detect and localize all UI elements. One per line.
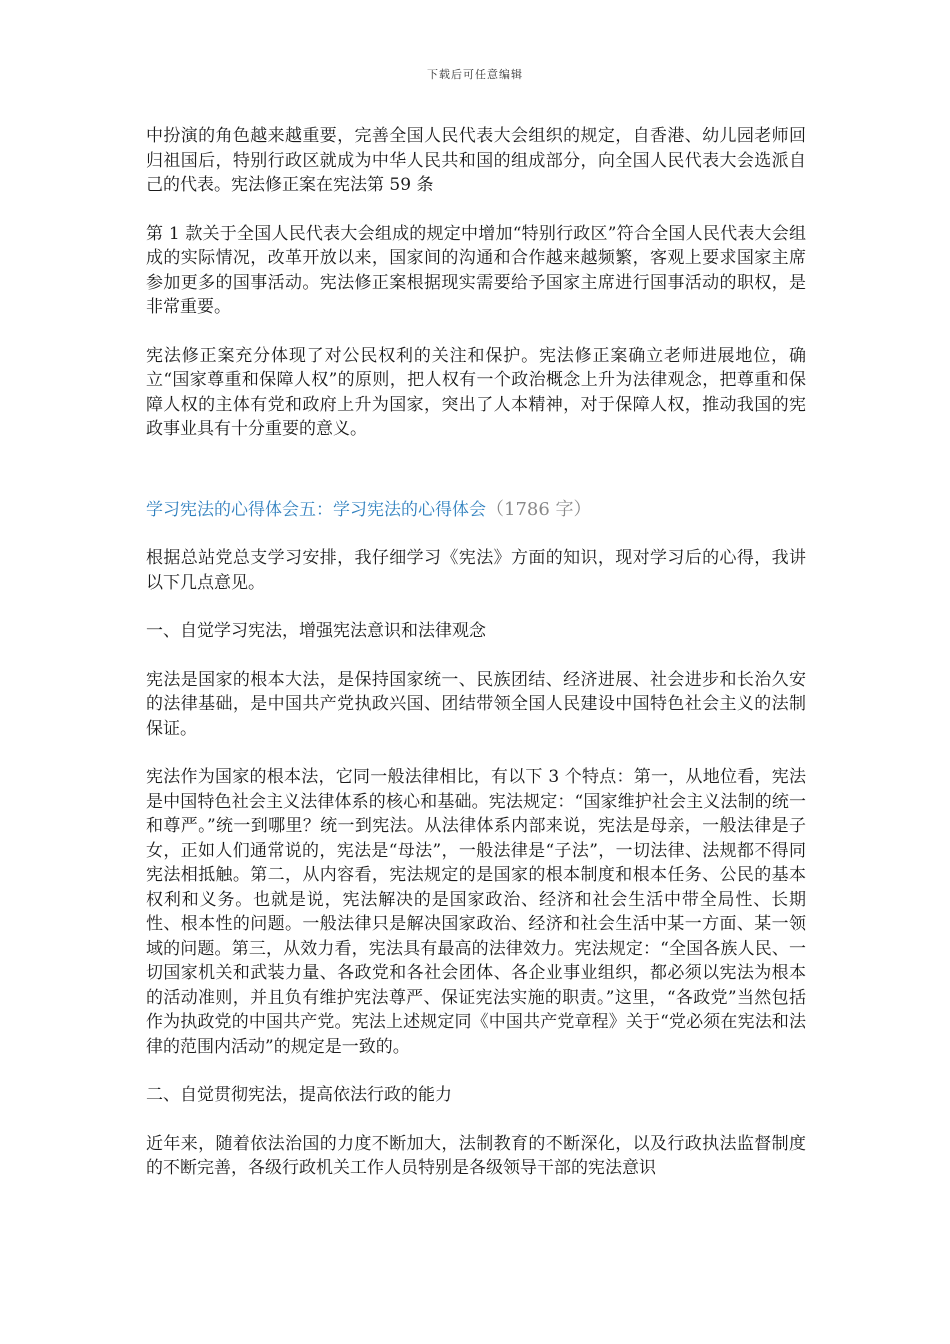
paragraph: 宪法修正案充分体现了对公民权利的关注和保护。宪法修正案确立老师进展地位，确立“国家尊重和保障人权”的原则，把人权有一个政治概念上升为法律观念，把尊重和保障人权的主体有党和政府上升为国家，突出了人本精神，对于保障人权，推动我国的宪政事业具有十分重要的意义。 (146, 345, 806, 439)
subheading-1: 一、自觉学习宪法，增强宪法意识和法律观念 (146, 621, 486, 641)
subheading-2: 二、自觉贯彻宪法，提高依法行政的能力 (146, 1085, 452, 1105)
document-body (146, 124, 806, 1205)
section-heading (146, 498, 806, 523)
paragraph: 中扮演的角色越来越重要，完善全国人民代表大会组织的规定，自香港、幼儿园老师回归祖国后，特别行政区就成为中华人民共和国的组成部分，向全国人民代表大会选派自己的代表。宪法修正案在宪法第 59 条 (146, 126, 806, 195)
page-header-note: 下载后可任意编辑 (427, 68, 523, 81)
paragraph: 近年来，随着依法治国的力度不断加大，法制教育的不断深化，以及行政执法监督制度的不断完善，各级行政机关工作人员特别是各级领导干部的宪法意识 (146, 1133, 806, 1178)
paragraph: 宪法是国家的根本大法，是保持国家统一、民族团结、经济进展、社会进步和长治久安的法律基础，是中国共产党执政兴国、团结带领全国人民建设中国特色社会主义的法制保证。 (146, 669, 806, 739)
paragraph: 宪法作为国家的根本法，它同一般法律相比，有以下 3 个特点：第一，从地位看，宪法是中国特色社会主义法律体系的核心和基础。宪法规定：“国家维护社会主义法制的统一和尊严。”统一到哪里？统一到宪法。从法律体系内部来说，宪法是母亲，一般法律是子女，正如人们通常说的，宪法是“母法”，一般法律是“子法”，一切法律、法规都不得同宪法相抵触。第二，从内容看，宪法规定的是国家的根本制度和根本任务、公民的基本权利和义务。也就是说，宪法解决的是国家政治、经济和社会生活中带全局性、长期性、根本性的问题。一般法律只是解决国家政治、经济和社会生活中某一方面、某一领域的问题。第三，从效力看，宪法具有最高的法律效力。宪法规定：“全国各族人民、一切国家机关和武装力量、各政党和各社会团体、各企业事业组织，都必须以宪法为根本的活动准则，并且负有维护宪法尊严、保证宪法实施的职责。”这里，“各政党”当然包括作为执政党的中国共产党。宪法上述规定同《中国共产党章程》关于“党必须在宪法和法律的范围内活动”的规定是一致的。 (146, 767, 806, 1057)
section-heading-title: 学习宪法的心得体会五：学习宪法的心得体会 (146, 499, 486, 520)
section-heading-count: （1786 字） (486, 498, 592, 520)
paragraph: 根据总站党总支学习安排，我仔细学习《宪法》方面的知识，现对学习后的心得，我讲以下几点意见。 (146, 548, 806, 593)
paragraph: 第 1 款关于全国人民代表大会组成的规定中增加“特别行政区”符合全国人民代表大会组成的实际情况，改革开放以来，国家间的沟通和合作越来越频繁，客观上要求国家主席参加更多的国事活动。宪法修正案根据现实需要给予国家主席进行国事活动的职权，是非常重要。 (146, 223, 806, 317)
